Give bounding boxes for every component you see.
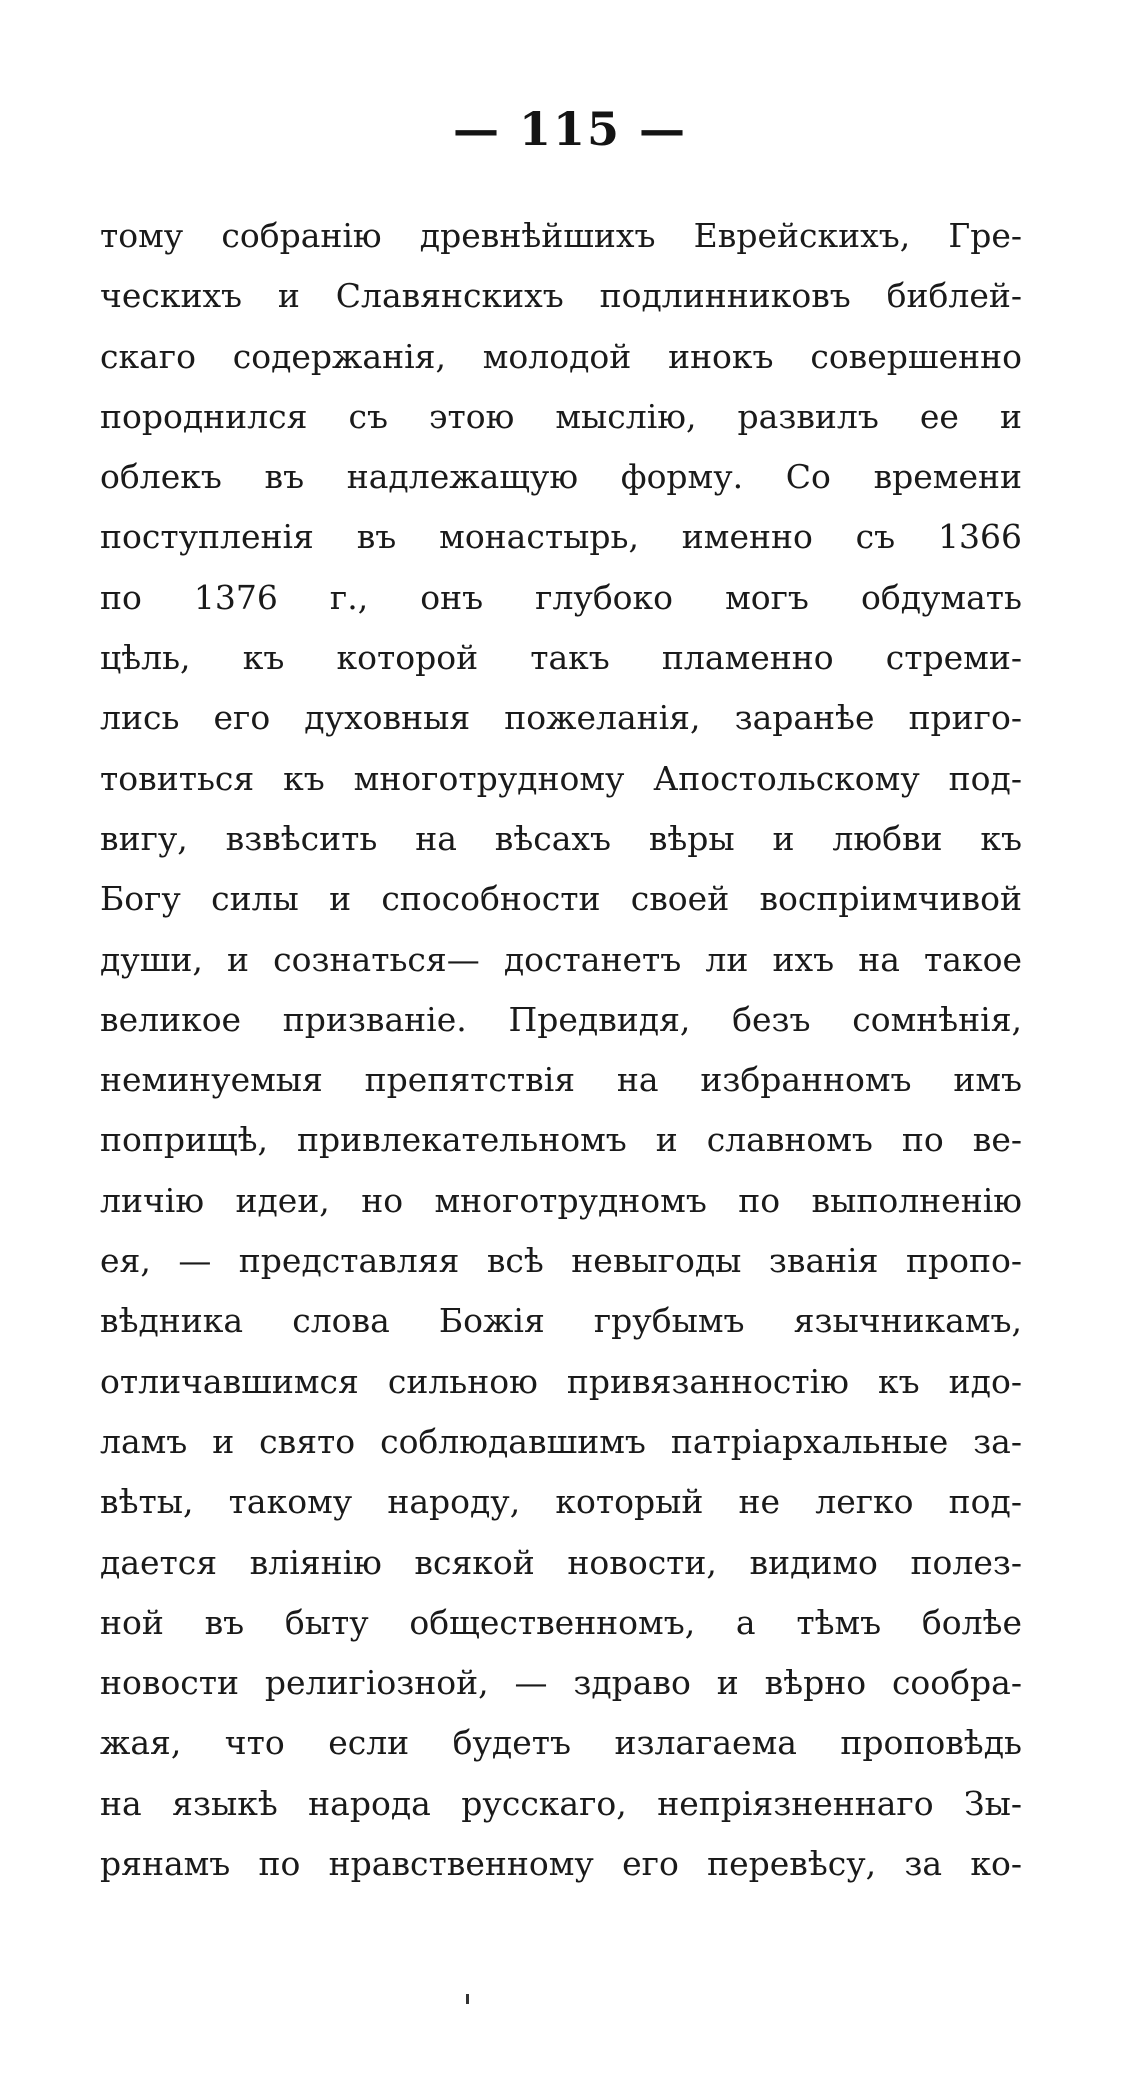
text-line: вѣдника слова Божія грубымъ язычникамъ,: [100, 1301, 1022, 1341]
text-line: скаго содержанія, молодой инокъ совершенно: [100, 336, 1022, 376]
text-line: тому собранію древнѣйшихъ Еврейскихъ, Гре-: [100, 216, 1022, 255]
text-line: отличавшимся сильною привязанностію къ идо-: [100, 1361, 1022, 1401]
text-line: ея, — представляя всѣ невыгоды званія пропо-: [100, 1241, 1022, 1281]
page-body-text: [100, 206, 1022, 1894]
text-line: товиться къ многотрудному Апостольскому под-: [100, 758, 1022, 798]
text-line: ламъ и свято соблюдавшимъ патріархальные за-: [100, 1421, 1022, 1461]
text-line: неминуемыя препятствія на избранномъ имъ: [100, 1060, 1022, 1100]
text-line: породнился съ этою мыслію, развилъ ее и: [100, 396, 1022, 436]
text-line: рянамъ по нравственному его перевѣсу, за ко-: [100, 1844, 1022, 1884]
text-line: цѣль, къ которой такъ пламенно стреми-: [100, 638, 1022, 678]
text-line: поступленія въ монастырь, именно съ 1366: [100, 517, 1022, 557]
print-mark: [466, 1994, 469, 2004]
text-line: вигу, взвѣсить на вѣсахъ вѣры и любви къ: [100, 818, 1022, 858]
text-line: поприщѣ, привлекательномъ и славномъ по ве-: [100, 1120, 1022, 1160]
text-line: на языкѣ народа русскаго, непріязненнаго Зы-: [100, 1783, 1022, 1823]
text-line: Богу силы и способности своей воспріимчивой: [100, 879, 1022, 919]
text-line: лись его духовныя пожеланія, заранѣе приго-: [100, 698, 1022, 738]
text-line: новости религіозной, — здраво и вѣрно сообра-: [100, 1663, 1022, 1703]
text-line: по 1376 г., онъ глубоко могъ обдумать: [100, 577, 1022, 617]
text-line: великое призваніе. Предвидя, безъ сомнѣнія,: [100, 999, 1022, 1039]
text-line: жая, что если будетъ излагаема проповѣдь: [100, 1723, 1022, 1763]
text-line: души, и сознаться— достанетъ ли ихъ на такое: [100, 939, 1022, 979]
text-line: вѣты, такому народу, который не легко под-: [100, 1482, 1022, 1522]
text-line: личію идеи, но многотрудномъ по выполненію: [100, 1180, 1022, 1220]
page-number: — 115 —: [452, 102, 688, 156]
text-line: ческихъ и Славянскихъ подлинниковъ библей-: [100, 276, 1022, 316]
text-line: ной въ быту общественномъ, а тѣмъ болѣе: [100, 1602, 1022, 1642]
text-line: облекъ въ надлежащую форму. Со времени: [100, 457, 1022, 497]
text-line: дается вліянію всякой новости, видимо полез-: [100, 1542, 1022, 1582]
